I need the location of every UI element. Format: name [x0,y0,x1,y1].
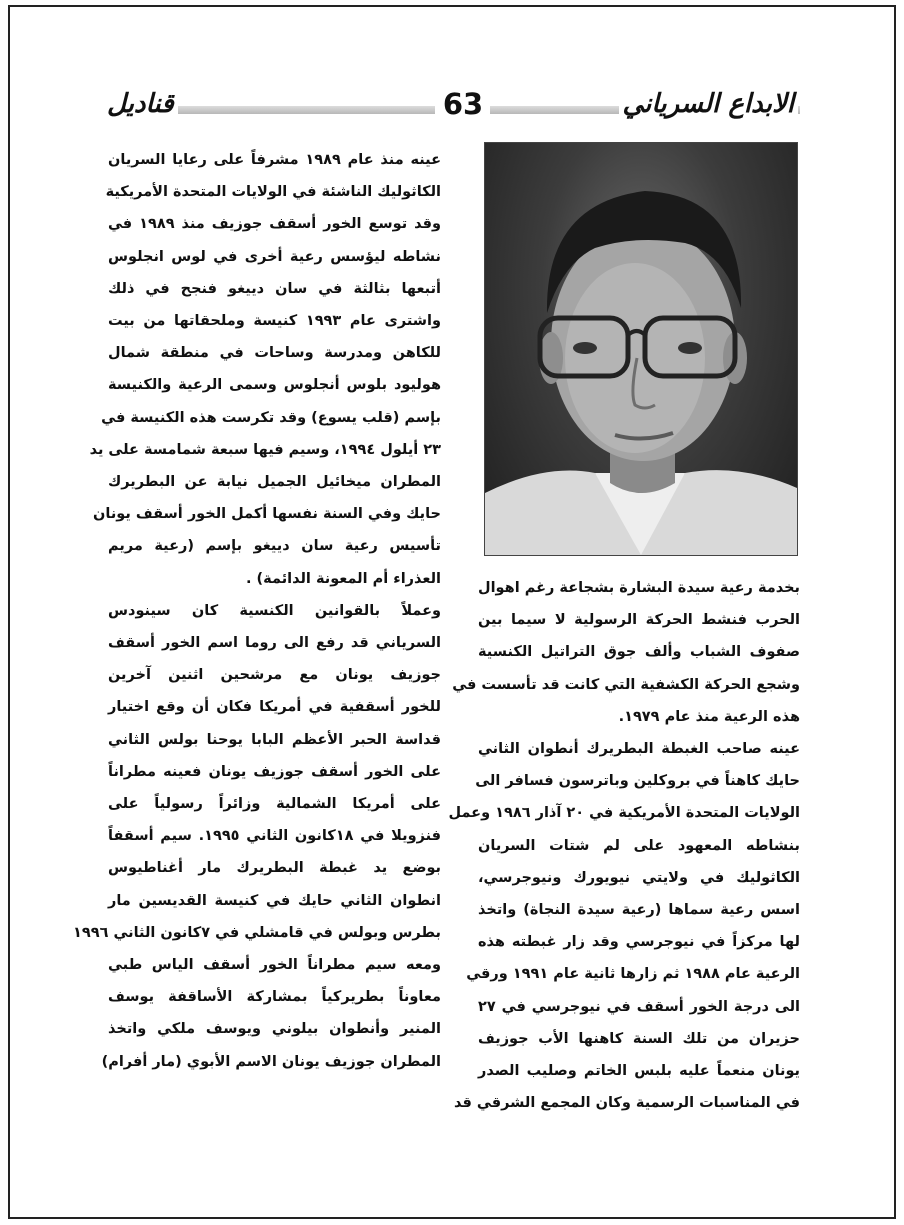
text-line: العذراء أم المعونة الدائمة) . [246,570,441,587]
text-line: جوزيف يونان مع مرشحين اثنين آخرين [108,667,441,684]
text-line: واشترى عام ١٩٩٣ كنيسة وملحقاتها من بيت [108,313,442,330]
text-line: بنشاطه المعهود على لم شتات السريان [478,837,800,854]
text-line: هذه الرعية منذ عام ١٩٧٩. [618,708,800,725]
text-line: وقد توسع الخور أسقف جوزيف منذ ١٩٨٩ في [108,216,442,233]
portrait-photo [484,142,798,556]
text-line: الى درجة الخور أسقف في نيوجرسي في ٢٧ [478,998,800,1015]
text-line: للخور أسقفية في أمريكا فكان أن وقع اختيار [108,699,441,716]
left-text-column [73,144,442,1078]
text-line: تأسيس رعية سان دييغو بإسم (رعية مريم [108,538,441,555]
section-title: قناديل [103,89,178,119]
text-line: بوضع يد غبطة البطريرك مار أغناطيوس [108,860,441,877]
text-line: عينه منذ عام ١٩٨٩ مشرفاً على رعايا السريان [108,152,442,168]
text-line: الولايات المتحدة الأمريكية في ٢٠ آذار ١٩٨٦ وعمل [448,805,800,822]
text-line: وشجع الحركة الكشفية التي كانت قد تأسست في [452,676,800,693]
text-line: المطران ميخائيل الجميل نيابة عن البطريرك [108,474,441,491]
text-line: صفوف الشباب وألف جوق التراتيل الكنسية [478,644,800,661]
text-line: ٢٣ أيلول ١٩٩٤، وسيم فيها سبعة شمامسة على يد [89,441,441,458]
magazine-page [8,5,896,1219]
text-line: انطوان الثاني حايك في كنيسة القديسين مار [108,892,441,909]
text-line: هوليود بلوس أنجلوس وسمى الرعية والكنيسة [108,377,441,394]
text-line: نشاطه ليؤسس رعية أخرى في لوس انجلوس [108,248,441,265]
text-line: حايك كاهناً في بروكلين وباترسون فسافر الى [475,773,800,790]
text-line: المنير وأنطوان بيلوني ويوسف ملكي واتخذ [108,1021,441,1038]
text-line: حايك وفي السنة نفسها أكمل الخور أسقف يونان [93,506,441,523]
text-line: للكاهن ومدرسة وساحات في منطقة شمال [108,345,441,362]
text-line: في المناسبات الرسمية وكان المجمع الشرقي قد [454,1095,800,1112]
right-text-column [448,572,800,1119]
page-header [10,7,894,137]
text-line: اسس رعية سماها (رعية سيدة النجاة) واتخذ [478,902,800,919]
text-line: عينه صاحب الغبطة البطريرك أنطوان الثاني [478,741,800,758]
text-line: لها مركزاً في نيوجرسي وقد زار غبطته هذه [478,934,800,951]
text-line: على الخور أسقف جوزيف يونان فعينه مطراناً [108,763,441,780]
text-line: يونان منعماً عليه بلبس الخاتم وصليب الصدر [478,1063,800,1080]
text-line: ومعه سيم مطراناً الخور أسقف الياس طبي [108,957,441,974]
page-number: 63 [442,87,484,121]
text-line: معاوناً بطريركياً بمشاركة الأساقفة يوسف [108,989,441,1006]
text-line: المطران جوزيف يونان الاسم الأبوي (مار أفرام) [101,1053,441,1070]
text-line: الكاثوليك الناشئة في الولايات المتحدة الأمريكية [105,184,441,201]
text-line: الرعية عام ١٩٨٨ ثم زارها ثانية عام ١٩٩١ ورقي [466,966,800,983]
text-line: قداسة الحبر الأعظم البابا يوحنا بولس الثاني [108,731,441,748]
text-line: فنزويلا في ١٨كانون الثاني ١٩٩٥. سيم أسقفاً [108,828,442,845]
magazine-title: الابداع السرياني [619,89,798,119]
text-line: وعملاً بالقوانين الكنسية كان سينودس [108,602,441,619]
text-line: أتبعها بثالثة في سان دييغو فنجح في ذلك [108,280,441,297]
text-line: بطرس وبولس في قامشلي في ٧كانون الثاني ١٩٩٦ [73,924,441,941]
portrait-illustration [485,143,797,555]
text-line: حزيران من تلك السنة كاهنها الأب جوزيف [478,1030,800,1047]
text-line: بإسم (قلب يسوع) وقد تكرست هذه الكنيسة في [101,409,441,426]
text-line: السرياني قد رفع الى روما اسم الخور أسقف [108,635,441,652]
text-line: بخدمة رعية سيدة البشارة بشجاعة رغم اهوال [478,580,800,596]
text-line: الكاثوليك في ولايتي نيويورك ونيوجرسي، [478,869,800,886]
text-line: الحرب فنشط الحركة الرسولية لا سيما بين [478,612,800,629]
text-line: على أمريكا الشمالية وزائراً رسولياً على [108,796,441,813]
